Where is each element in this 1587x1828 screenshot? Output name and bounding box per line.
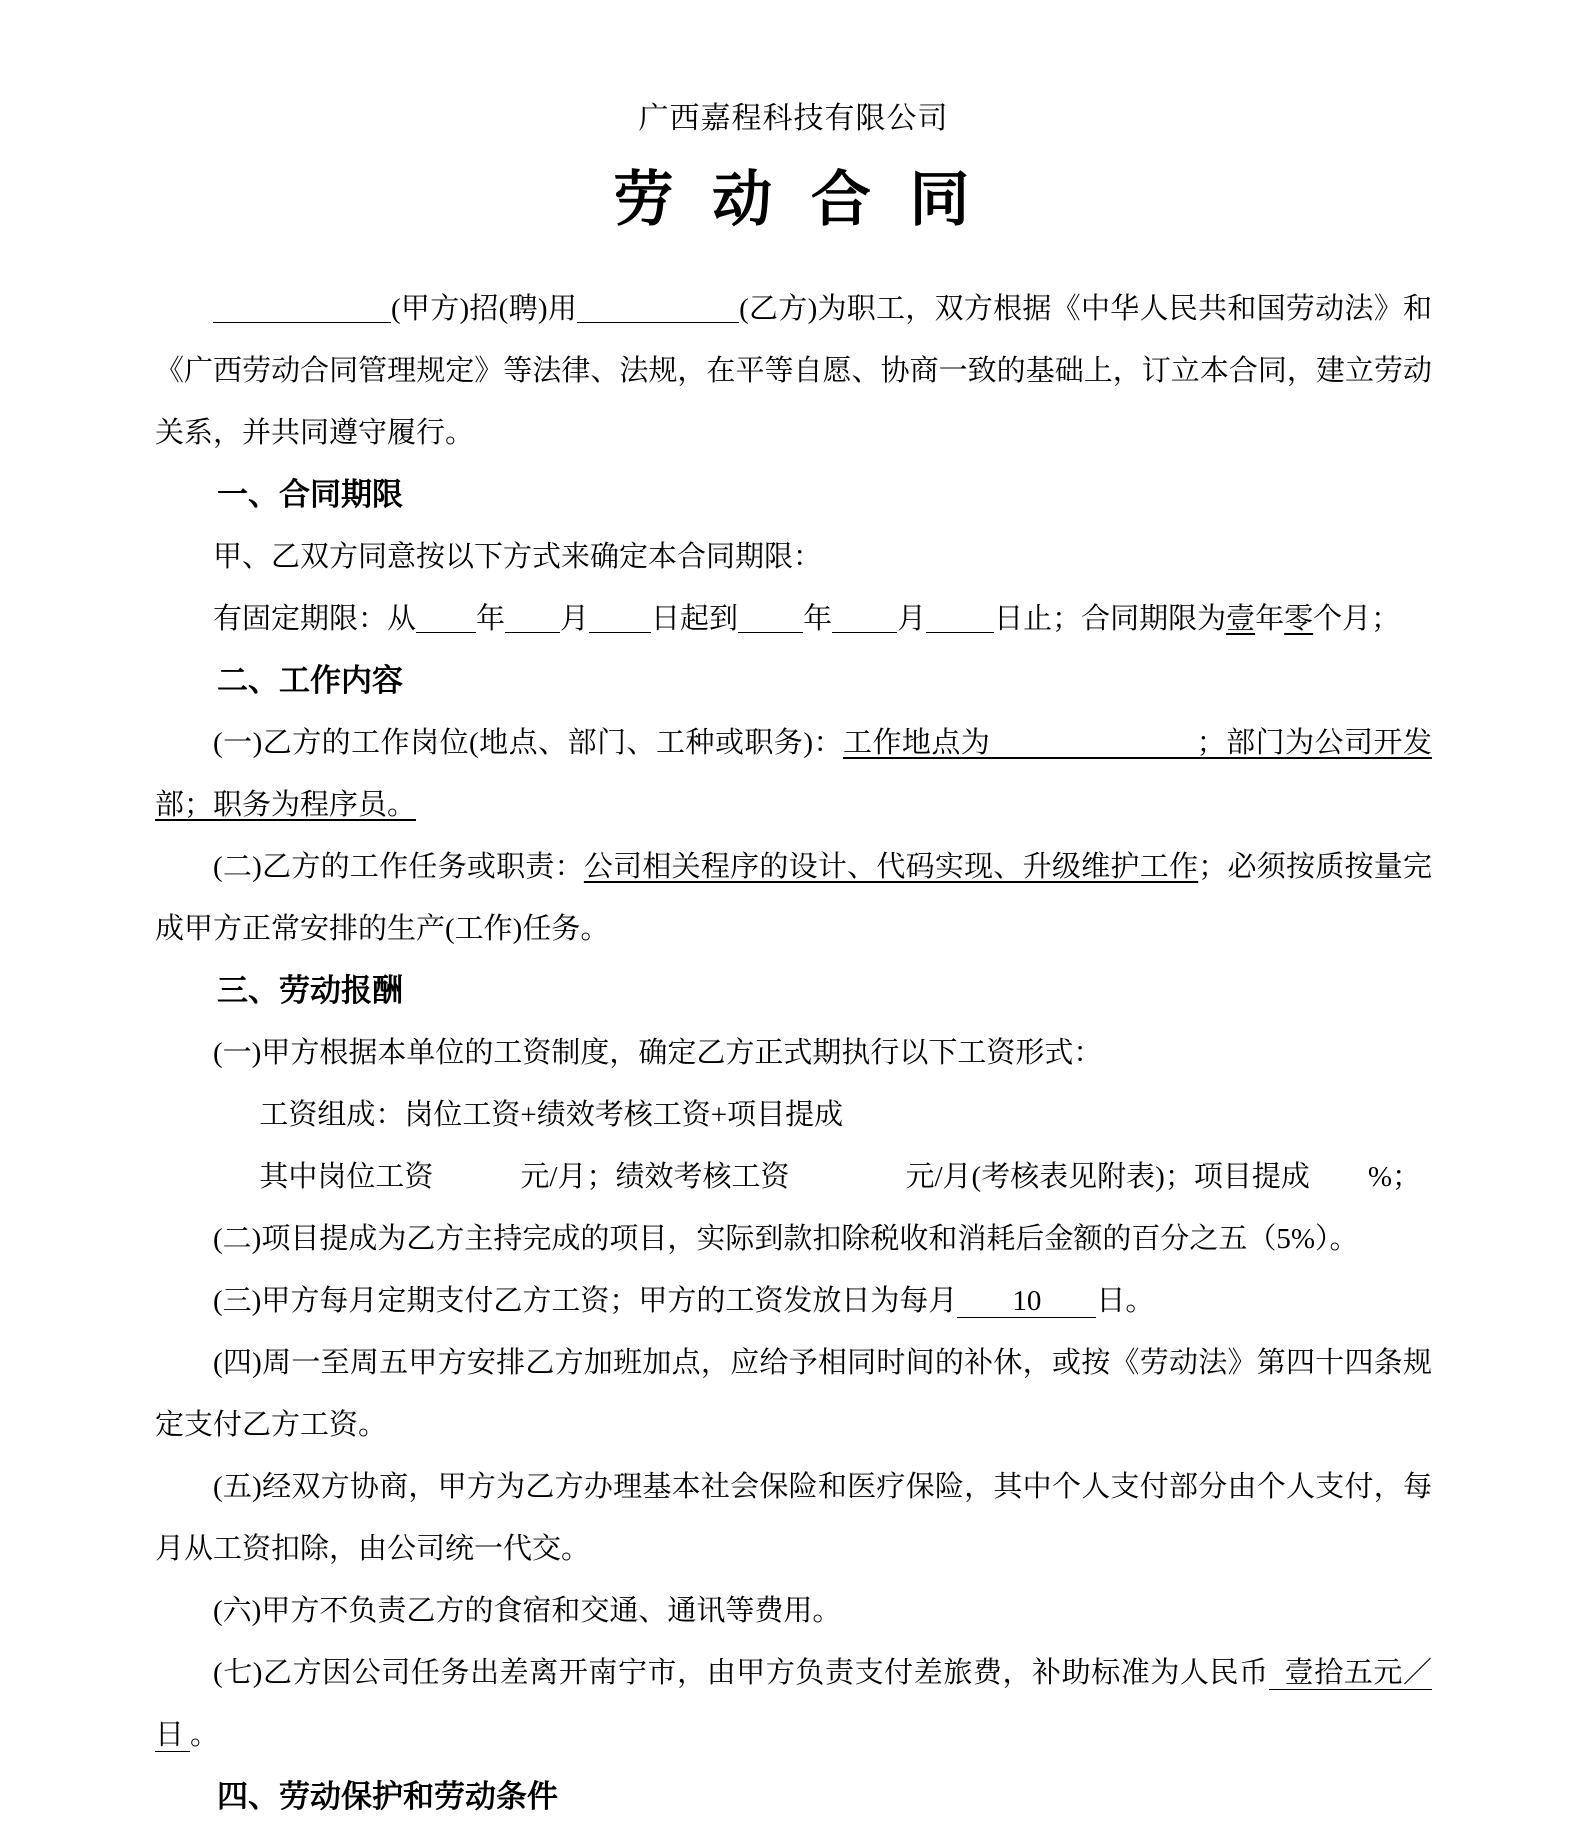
text-segment: (乙方)为职工，双方根据《中华人民共和国劳动法》和《广西劳动合同管理规定》等法律、法规，在平等自愿、协商一致的基础上，订立本合同，建立劳动关系，并共同遵守履行。 — [155, 293, 1432, 449]
work-position-paragraph — [155, 712, 1432, 836]
travel-allowance-paragraph — [155, 1642, 1432, 1766]
text-segment: (三)甲方每月定期支付乙方工资；甲方的工资发放日为每月 — [213, 1285, 958, 1317]
text-segment: ；必须按质按量完成甲方正常安排的生产(工作)任务。 — [155, 851, 1432, 945]
underlined-text: 零 — [1284, 603, 1314, 635]
pay-date-paragraph — [155, 1270, 1432, 1332]
project-commission-paragraph: (二)项目提成为乙方主持完成的项目，实际到款扣除税收和消耗后金额的百分之五（5%）。 — [213, 1223, 1359, 1255]
underlined-text: 壹 — [1226, 603, 1256, 635]
text-segment: 月 — [560, 603, 590, 635]
blank-underline — [505, 603, 560, 633]
contract-term-agree-paragraph: 甲、乙双方同意按以下方式来确定本合同期限： — [213, 541, 823, 573]
blank-underline — [589, 603, 651, 633]
blank-underline — [213, 293, 391, 323]
section-4-heading: 四、劳动保护和劳动条件 — [217, 1779, 558, 1814]
section-2-heading: 二、工作内容 — [217, 663, 403, 698]
text-segment: (甲方)招(聘)用 — [391, 293, 578, 325]
text-segment: 日止；合同期限为 — [994, 603, 1227, 635]
blank-underline — [416, 603, 476, 633]
text-segment: 年 — [803, 603, 833, 635]
overtime-paragraph: (四)周一至周五甲方安排乙方加班加点，应给予相同时间的补休，或按《劳动法》第四十四条规定支付乙方工资。 — [155, 1347, 1432, 1441]
blank-underline — [832, 603, 897, 633]
document-body — [155, 278, 1432, 1828]
underlined-text: 公司相关程序的设计、代码实现、升级维护工作 — [583, 851, 1199, 883]
blank-underline — [577, 293, 739, 323]
text-segment: 日起到 — [651, 603, 739, 635]
text-segment: 年 — [476, 603, 506, 635]
section-3-heading: 三、劳动报酬 — [217, 973, 403, 1008]
filled-in-value: 壹拾五元／日 — [155, 1657, 1432, 1751]
section-1-heading: 一、合同期限 — [217, 477, 403, 512]
text-segment: 月 — [897, 603, 927, 635]
text-segment: (七)乙方因公司任务出差离开南宁市，由甲方负责支付差旅费，补助标准为人民币 — [213, 1657, 1269, 1689]
document-title: 劳 动 合 同 — [613, 166, 974, 233]
text-segment: 年 — [1255, 603, 1285, 635]
text-segment: 日。 — [1096, 1285, 1155, 1317]
text-segment: 个月； — [1313, 603, 1401, 635]
work-duty-paragraph — [155, 836, 1432, 960]
underlined-text: 工作地点为 ；部门为公司开发部；职务为程序员。 — [155, 727, 1432, 821]
salary-composition-line: 工资组成：岗位工资+绩效考核工资+项目提成 — [259, 1099, 844, 1131]
company-name: 广西嘉程科技有限公司 — [638, 102, 949, 135]
insurance-paragraph: (五)经双方协商，甲方为乙方办理基本社会保险和医疗保险，其中个人支付部分由个人支付，每月从工资扣除，由公司统一代交。 — [155, 1471, 1432, 1565]
intro-paragraph — [155, 278, 1432, 464]
pay-form-paragraph: (一)甲方根据本单位的工资制度，确定乙方正式期执行以下工资形式： — [213, 1037, 1103, 1069]
blank-underline — [926, 603, 994, 633]
blank-underline — [738, 603, 803, 633]
text-segment: 有固定期限：从 — [213, 603, 417, 635]
salary-detail-line: 其中岗位工资 元/月；绩效考核工资 元/月(考核表见附表)；项目提成 %； — [259, 1161, 1421, 1193]
text-segment: (二)乙方的工作任务或职责： — [213, 851, 584, 883]
text-segment: 。 — [190, 1719, 220, 1751]
contract-term-fixed-paragraph — [155, 588, 1432, 650]
text-segment: (一)乙方的工作岗位(地点、部门、工种或职务)： — [213, 727, 843, 759]
filled-in-value: 10 — [957, 1285, 1096, 1318]
expenses-paragraph: (六)甲方不负责乙方的食宿和交通、通讯等费用。 — [213, 1595, 842, 1627]
